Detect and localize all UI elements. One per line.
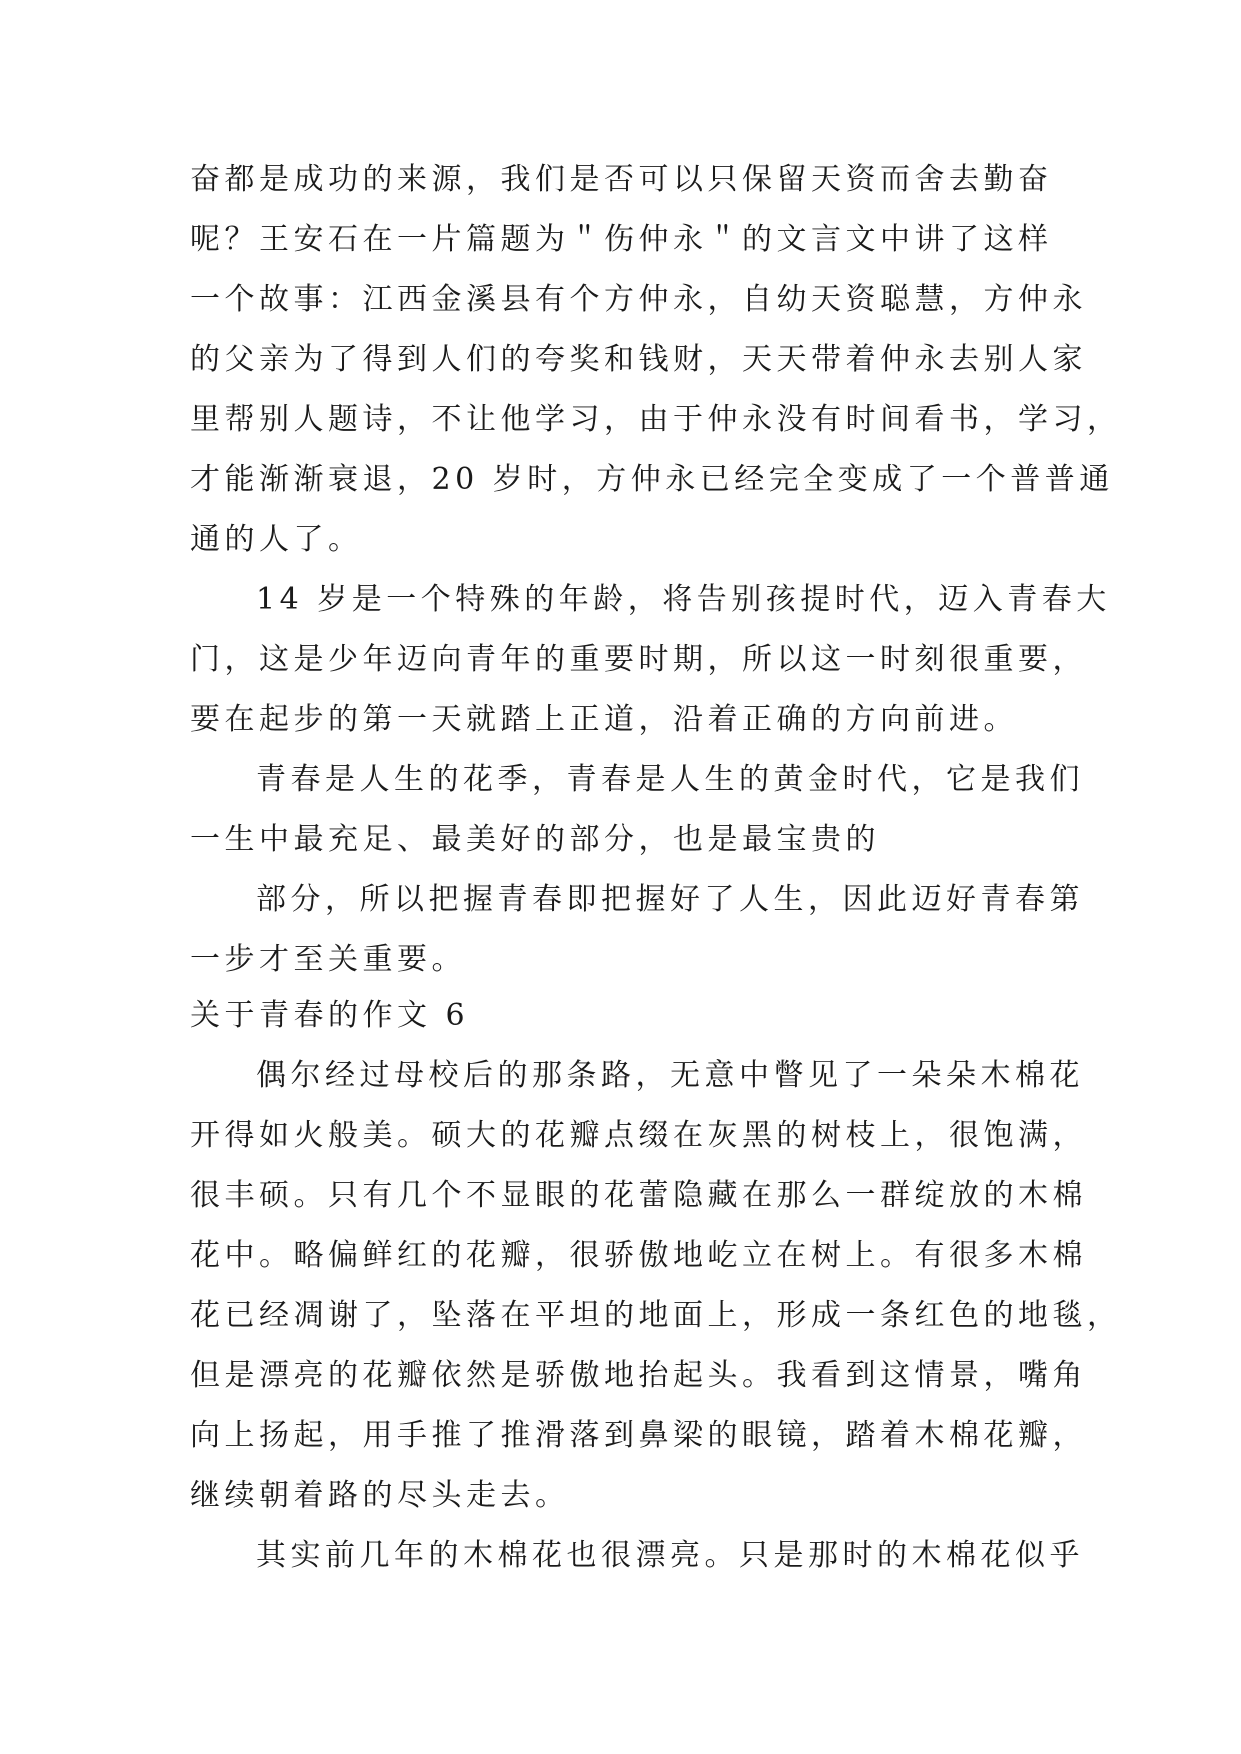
section-title: 关于青春的作文 6 [190, 998, 470, 1033]
paragraph-line: 继续朝着路的尽头走去。 [190, 1478, 570, 1513]
paragraph-line: 要在起步的第一天就踏上正道，沿着正确的方向前进。 [190, 702, 1018, 737]
paragraph-line: 的父亲为了得到人们的夸奖和钱财，天天带着仲永去别人家 [190, 342, 1087, 377]
paragraph-line: 通的人了。 [190, 522, 363, 557]
paragraph-line: 其实前几年的木棉花也很漂亮。只是那时的木棉花似乎 [256, 1538, 1084, 1573]
paragraph-line: 开得如火般美。硕大的花瓣点缀在灰黑的树枝上，很饱满， [190, 1118, 1087, 1153]
paragraph-line: 很丰硕。只有几个不显眼的花蕾隐藏在那么一群绽放的木棉 [190, 1178, 1087, 1213]
paragraph-line: 但是漂亮的花瓣依然是骄傲地抬起头。我看到这情景，嘴角 [190, 1358, 1087, 1393]
paragraph-line: 一个故事：江西金溪县有个方仲永，自幼天资聪慧，方仲永 [190, 282, 1087, 317]
paragraph-line: 门，这是少年迈向青年的重要时期，所以这一时刻很重要， [190, 642, 1087, 677]
paragraph-line: 部分，所以把握青春即把握好了人生，因此迈好青春第 [256, 882, 1084, 917]
paragraph-line: 奋都是成功的来源，我们是否可以只保留天资而舍去勤奋 [190, 162, 1053, 197]
paragraph-line: 14 岁是一个特殊的年龄，将告别孩提时代，迈入青春大 [256, 582, 1111, 617]
paragraph-line: 偶尔经过母校后的那条路，无意中瞥见了一朵朵木棉花 [256, 1058, 1084, 1093]
paragraph-line: 一生中最充足、最美好的部分，也是最宝贵的 [190, 822, 880, 857]
paragraph-line: 花中。略偏鲜红的花瓣，很骄傲地屹立在树上。有很多木棉 [190, 1238, 1087, 1273]
paragraph-line: 呢？王安石在一片篇题为＂伤仲永＂的文言文中讲了这样 [190, 222, 1053, 257]
paragraph-line: 花已经凋谢了，坠落在平坦的地面上，形成一条红色的地毯， [190, 1298, 1122, 1333]
paragraph-line: 一步才至关重要。 [190, 942, 466, 977]
paragraph-line: 向上扬起，用手推了推滑落到鼻梁的眼镜，踏着木棉花瓣， [190, 1418, 1087, 1453]
paragraph-line: 里帮别人题诗，不让他学习，由于仲永没有时间看书，学习， [190, 402, 1122, 437]
paragraph-line: 青春是人生的花季，青春是人生的黄金时代，它是我们 [256, 762, 1084, 797]
paragraph-line: 才能渐渐衰退，20 岁时，方仲永已经完全变成了一个普普通 [190, 462, 1114, 497]
